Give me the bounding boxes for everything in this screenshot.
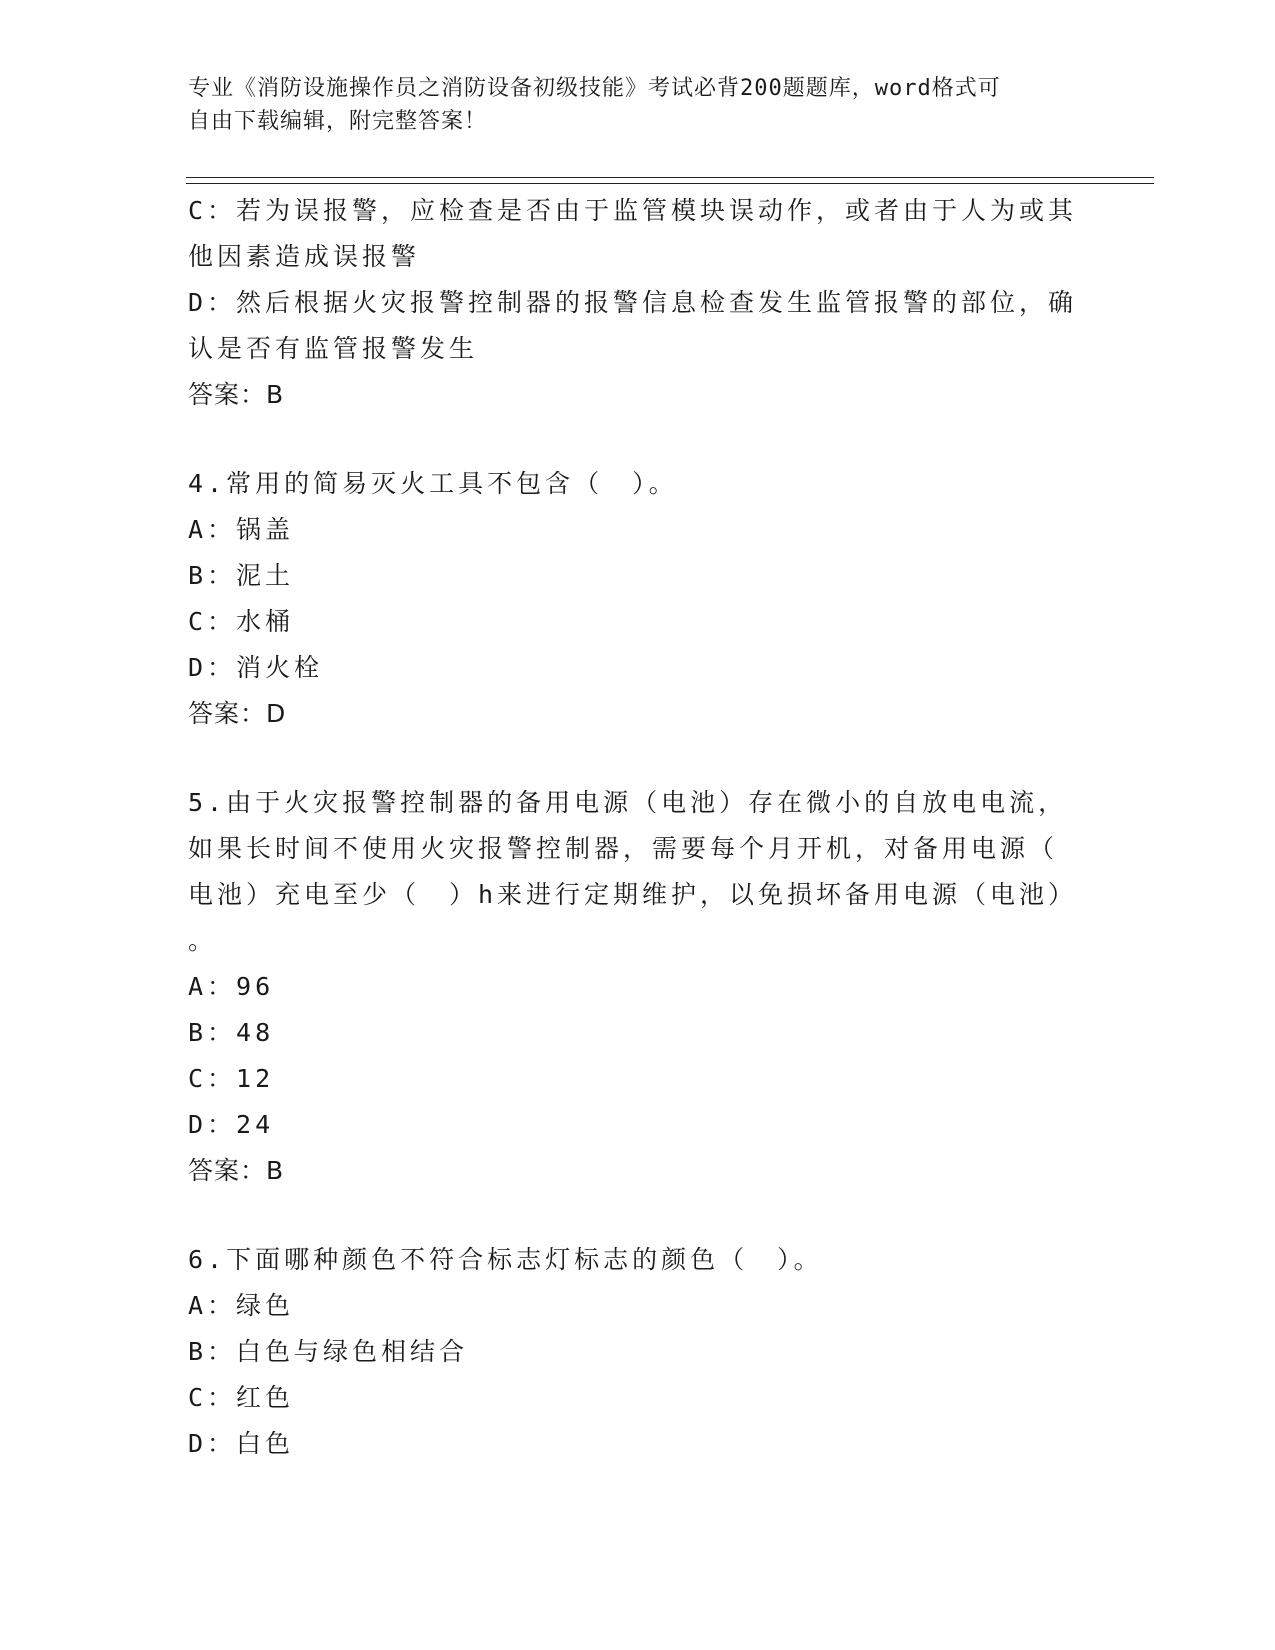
question-stem-line-1: 5.由于火灾报警控制器的备用电源（电池）存在微小的自放电电流， — [188, 788, 1068, 817]
question-stem-line-4: 。 — [188, 926, 218, 955]
question-stem: 4.常用的简易灭火工具不包含（ ）。 — [188, 469, 678, 498]
spacer — [188, 1194, 1088, 1237]
question-stem-line-2: 如果长时间不使用火灾报警控制器，需要每个月开机，对备用电源（ — [188, 834, 1059, 863]
question-block-3 — [188, 188, 1088, 418]
question-block-4 — [188, 461, 1088, 737]
option-c: C：12 — [188, 1064, 275, 1093]
option-a: A：锅盖 — [188, 515, 295, 544]
option-c-line-1: C：若为误报警，应检查是否由于监管模块误动作，或者由于人为或其 — [188, 196, 1078, 225]
option-c-line-2: 他因素造成误报警 — [188, 242, 421, 271]
option-c: C：红色 — [188, 1383, 295, 1412]
option-d: D：白色 — [188, 1429, 295, 1458]
header-divider-bottom — [186, 183, 1154, 184]
answer-label: 答案：D — [188, 699, 287, 728]
question-stem-line-3: 电池）充电至少（ ）h来进行定期维护，以免损坏备用电源（电池） — [188, 880, 1078, 909]
option-d: D：消火栓 — [188, 653, 324, 682]
option-b: B：泥土 — [188, 561, 295, 590]
option-a: A：绿色 — [188, 1291, 295, 1320]
header-title-line-1: 专业《消防设施操作员之消防设备初级技能》考试必背200题题库，word格式可 — [188, 76, 1001, 101]
option-d: D：24 — [188, 1110, 275, 1139]
answer-label: 答案：B — [188, 380, 285, 409]
option-b: B：48 — [188, 1018, 275, 1047]
question-block-5 — [188, 780, 1088, 1194]
option-d-line-1: D：然后根据火灾报警控制器的报警信息检查发生监管报警的部位，确 — [188, 288, 1078, 317]
question-stem: 6.下面哪种颜色不符合标志灯标志的颜色（ ）。 — [188, 1245, 823, 1274]
answer-label: 答案：B — [188, 1156, 285, 1185]
question-list — [188, 188, 1088, 1467]
spacer — [188, 418, 1088, 461]
option-b: B：白色与绿色相结合 — [188, 1337, 469, 1366]
option-a: A：96 — [188, 972, 275, 1001]
spacer — [188, 737, 1088, 780]
option-d-line-2: 认是否有监管报警发生 — [188, 334, 479, 363]
question-block-6 — [188, 1237, 1088, 1467]
header-divider-top — [186, 177, 1154, 178]
option-c: C：水桶 — [188, 607, 295, 636]
header-title-line-2: 自由下载编辑，附完整答案！ — [188, 109, 488, 134]
document-header — [188, 72, 1068, 138]
